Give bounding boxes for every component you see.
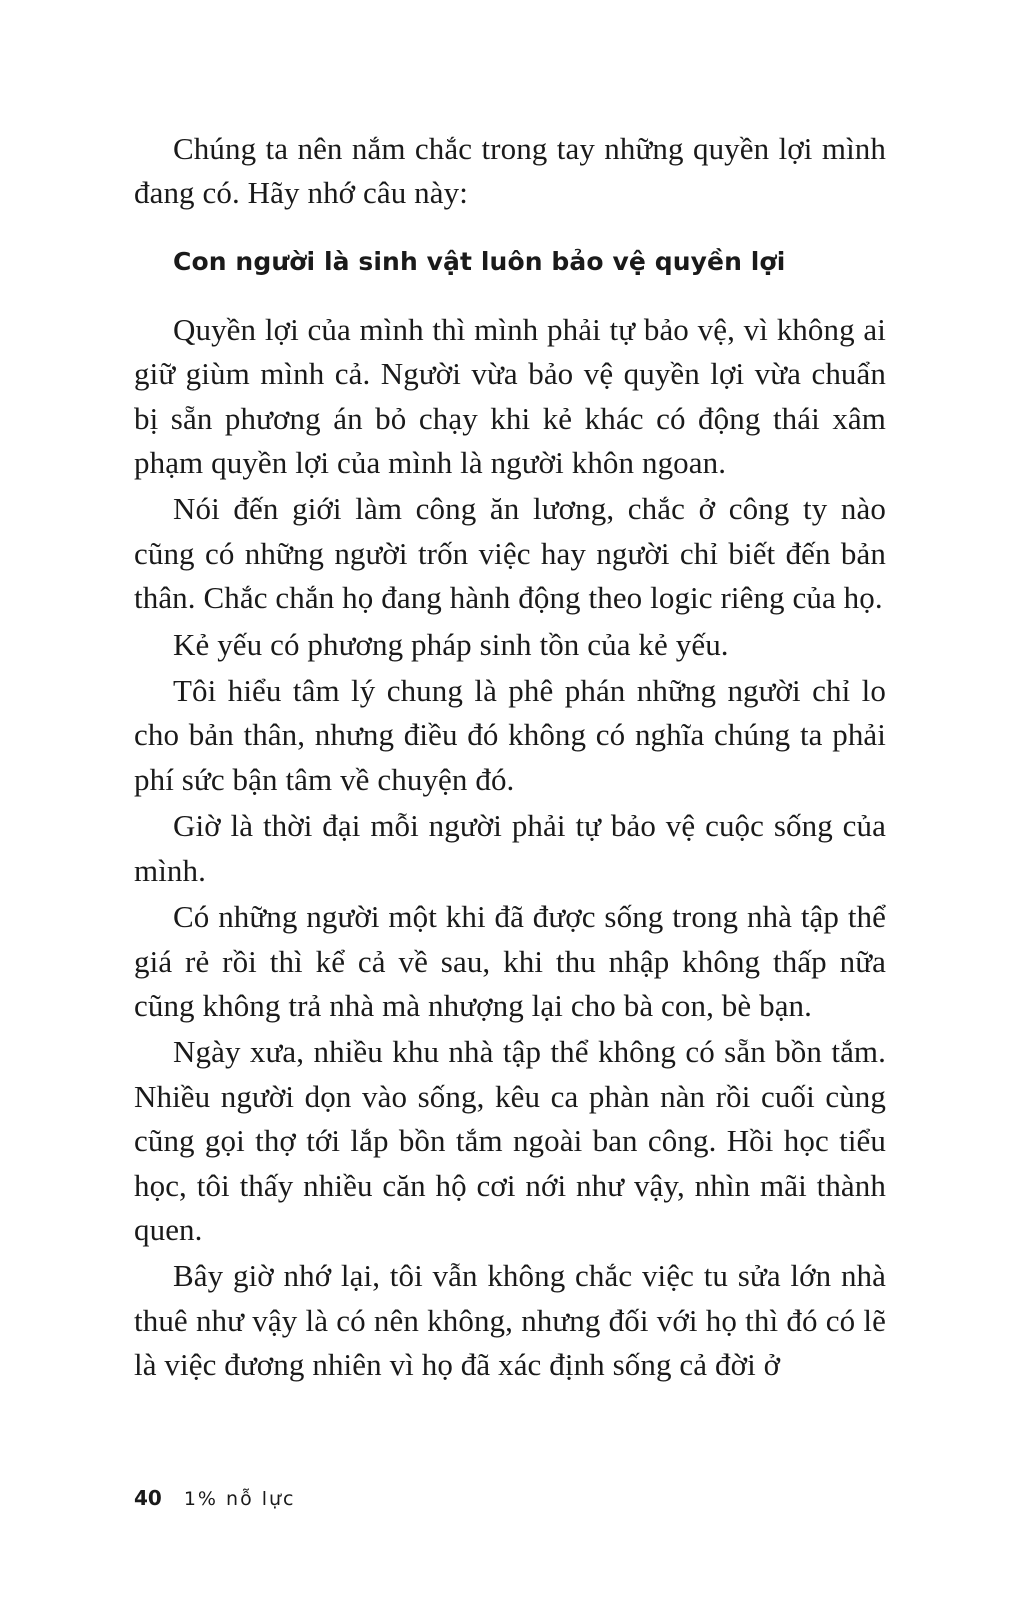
running-title: 1% nỗ lực <box>183 1488 296 1510</box>
paragraph-6: Có những người một khi đã được sống trong nhà tập thể giá rẻ rồi thì kể cả về sau, khi thu nhập không thấp nữa cũng không trả nhà mà nhượng lại cho bà con, bè bạn. <box>134 899 886 1023</box>
page-number: 40 <box>134 1486 162 1510</box>
paragraph-7: Ngày xưa, nhiều khu nhà tập thể không có sẵn bồn tắm. Nhiều người dọn vào sống, kêu ca phàn nàn rồi cuối cùng cũng gọi thợ tới lắp bồn tắm ngoài ban công. Hồi học tiểu học, tôi thấy nhiều căn hộ cơi nới như vậy, nhìn mãi thành quen. <box>134 1034 886 1247</box>
paragraph-5: Giờ là thời đại mỗi người phải tự bảo vệ cuộc sống của mình. <box>134 808 886 888</box>
body-text <box>134 127 886 1388</box>
page-footer <box>134 1486 296 1510</box>
paragraph-2: Nói đến giới làm công ăn lương, chắc ở công ty nào cũng có những người trốn việc hay người chỉ biết đến bản thân. Chắc chắn họ đang hành động theo logic riêng của họ. <box>134 491 886 616</box>
section-heading: Con người là sinh vật luôn bảo vệ quyền lợi <box>173 246 786 276</box>
paragraph-3: Kẻ yếu có phương pháp sinh tồn của kẻ yếu. <box>173 626 729 662</box>
paragraph-8: Bây giờ nhớ lại, tôi vẫn không chắc việc tu sửa lớn nhà thuê như vậy là có nên không, nhưng đối với họ thì đó có lẽ là việc đương nhiên vì họ đã xác định sống cả đời ở <box>134 1258 886 1383</box>
paragraph-1: Quyền lợi của mình thì mình phải tự bảo vệ, vì không ai giữ giùm mình cả. Người vừa bảo vệ quyền lợi vừa chuẩn bị sẵn phương án bỏ chạy khi kẻ khác có động thái xâm phạm quyền lợi của mình là người khôn ngoan. <box>134 311 886 481</box>
paragraph-4: Tôi hiểu tâm lý chung là phê phán những người chỉ lo cho bản thân, nhưng điều đó không có nghĩa chúng ta phải phí sức bận tâm về chuyện đó. <box>134 673 886 797</box>
opening-paragraph: Chúng ta nên nắm chắc trong tay những quyền lợi mình đang có. Hãy nhớ câu này: <box>134 131 886 211</box>
